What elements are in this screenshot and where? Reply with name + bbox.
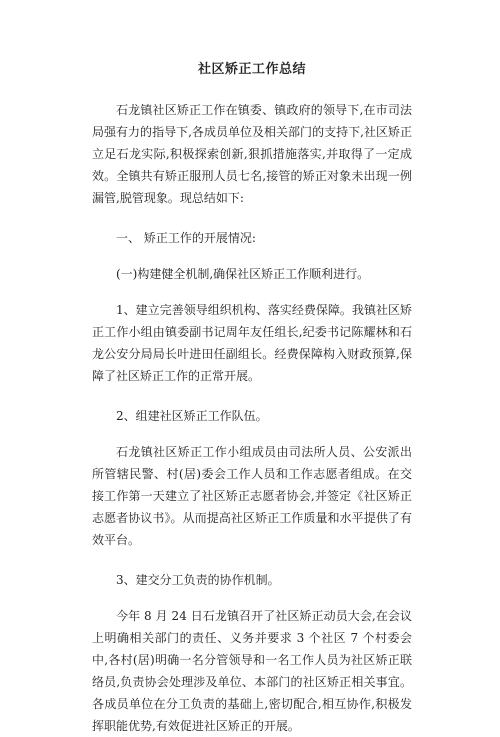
document-title: 社区矫正工作总结	[197, 62, 306, 77]
subsection-heading-1: (一)构建健全机制,确保社区矫正工作顺利进行。	[116, 267, 370, 281]
item-2-heading: 2、组建社区矫正工作队伍。	[116, 409, 268, 423]
intro-paragraph: 石龙镇社区矫正工作在镇委、镇政府的领导下,在市司法局强有力的指导下,各成员单位及相关部门的支持下,社区矫正立足石龙实际,积极探索创新,狠抓措施落实,并取得了一定成效。全镇共有矫正服刑人员七名,接管的矫正对象未出现一例漏管,脱管现象。现总结如下:	[92, 103, 412, 205]
section-heading-1: 一、 矫正工作的开展情况:	[116, 231, 256, 245]
item-3-heading: 3、建交分工负责的协作机制。	[116, 573, 280, 587]
item-1-paragraph: 1、建立完善领导组织机构、落实经费保障。我镇社区矫正工作小组由镇委副书记周年友任组长,纪委书记陈耀林和石龙公安分局局长叶进田任副组长。经费保障构入财政预算,保障了社区矫正工作的正常开展。	[92, 303, 412, 383]
item-2-paragraph: 石龙镇社区矫正工作小组成员由司法所人员、公安派出所管辖民警、村(居)委会工作人员和工作志愿者组成。在交接工作第一天建立了社区矫正志愿者协会,并签定《社区矫正志愿者协议书》。从而提高社区矫正工作质量和水平提供了有效平台。	[92, 445, 412, 547]
item-3-paragraph: 今年 8 月 24 日石龙镇召开了社区矫正动员大会,在会议上明确相关部门的责任、义务并要求 3 个社区 7 个村委会中,各村(居)明确一名分管领导和一名工作人员为社区矫正联络员,负责协会处理涉及单位、本部门的社区矫正相关事宜。各成员单位在分工负责的基础上,密切配合,相互协作,积极发挥职能优势,有效促进社区矫正的开展。	[92, 609, 412, 733]
